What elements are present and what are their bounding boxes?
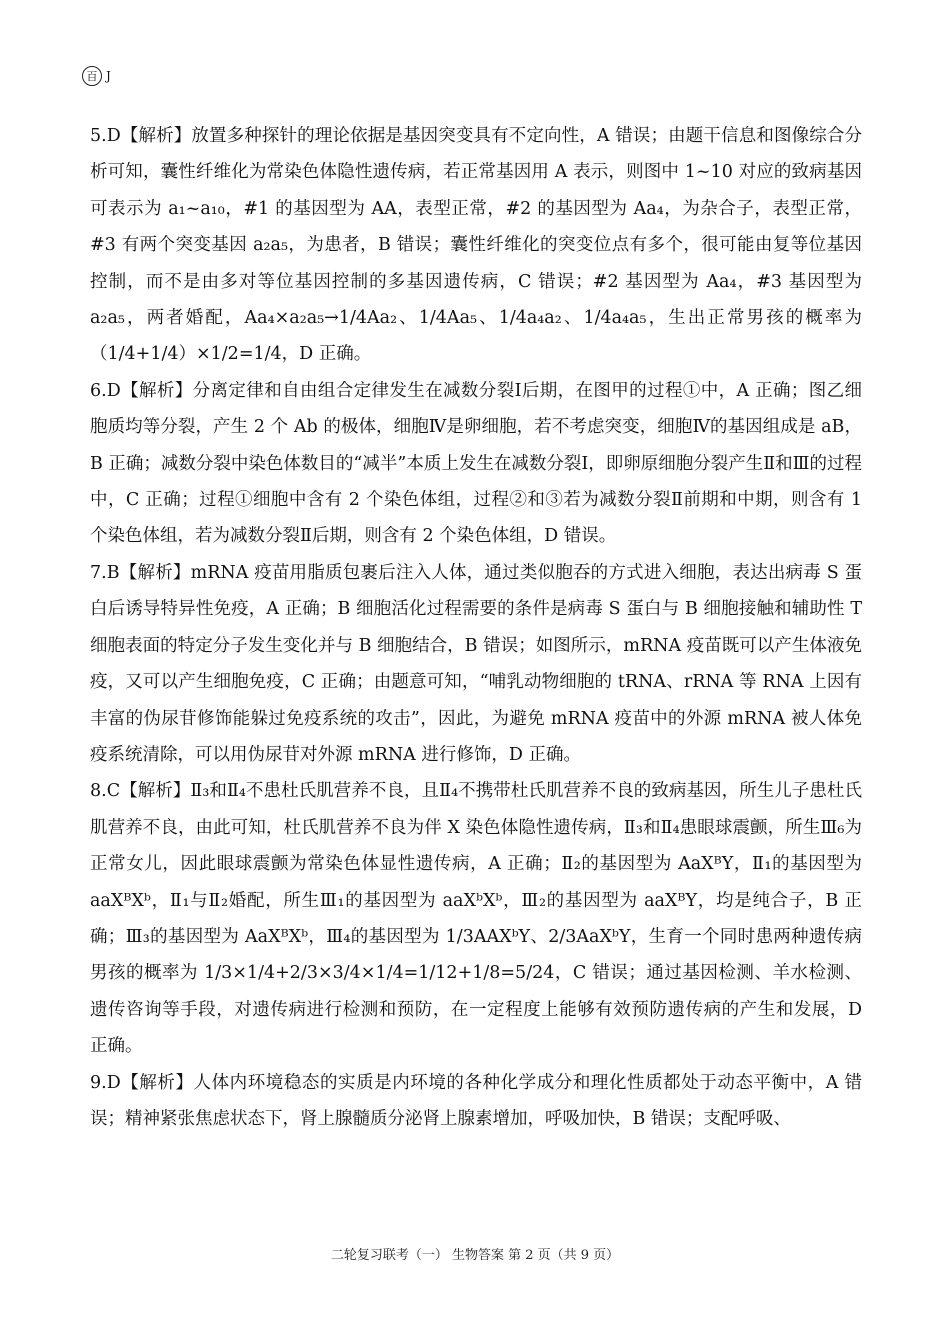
logo-suffix: J <box>106 69 111 83</box>
page-footer: 二轮复习联考（一） 生物答案 第 2 页（共 9 页） <box>330 1248 620 1263</box>
page-logo <box>82 66 111 86</box>
answer-paragraph-8: 8.C【解析】Ⅱ₃和Ⅱ₄不患杜氏肌营养不良，且Ⅱ₄不携带杜氏肌营养不良的致病基因，所生儿子患杜氏肌营养不良，由此可知，杜氏肌营养不良为伴 X 染色体隐性遗传病，Ⅱ₃和Ⅱ₄患眼球震颤，所生Ⅲ₆为正常女儿，因此眼球震颤为常染色体显性遗传病，A 正确；Ⅱ₂的基因型为 AaXᴮY，Ⅱ₁的基因型为 aaXᴮXᵇ，Ⅱ₁与Ⅱ₂婚配，所生Ⅲ₁的基因型为 aaXᵇXᵇ，Ⅲ₂的基因型为 aaXᴮY，均是纯合子，B 正确；Ⅲ₃的基因型为 AaXᴮXᵇ，Ⅲ₄的基因型为 1/3AAXᵇY、2/3AaXᵇY，生育一个同时患两种遗传病男孩的概率为 1/3×1/4+2/3×3/4×1/4=1/12+1/8=5/24，C 错误；通过基因检测、羊水检测、遗传咨询等手段，对遗传病进行检测和预防，在一定程度上能够有效预防遗传病的产生和发展，D 正确。 <box>90 781 862 1057</box>
answer-paragraph-5: 5.D【解析】放置多种探针的理论依据是基因突变具有不定向性，A 错误；由题干信息和图像综合分析可知，囊性纤维化为常染色体隐性遗传病，若正常基因用 A 表示，则图中 1~10 对应的致病基因可表示为 a₁~a₁₀，#1 的基因型为 AA，表型正常，#2 的基因型为 Aa₄，为杂合子，表型正常，#3 有两个突变基因 a₂a₅，为患者，B 错误；囊性纤维化的突变位点有多个，很可能由复等位基因控制，而不是由多对等位基因控制的多基因遗传病，C 错误；#2 基因型为 Aa₄，#3 基因型为 a₂a₅，两者婚配，Aa₄×a₂a₅→1/4Aa₂、1/4Aa₅、1/4a₄a₂、1/4a₄a₅，生出正常男孩的概率为（1/4+1/4）×1/2=1/4，D 正确。 <box>90 126 862 365</box>
answer-paragraph-7: 7.B【解析】mRNA 疫苗用脂质包裹后注入人体，通过类似胞吞的方式进入细胞，表达出病毒 S 蛋白后诱导特异性免疫，A 正确；B 细胞活化过程需要的条件是病毒 S 蛋白与 B 细胞接触和辅助性 T 细胞表面的特定分子发生变化并与 B 细胞结合，B 错误；如图所示，mRNA 疫苗既可以产生体液免疫，又可以产生细胞免疫，C 正确；由题意可知，“哺乳动物细胞的 tRNA、rRNA 等 RNA 上因有丰富的伪尿苷修饰能躲过免疫系统的攻击”，因此，为避免 mRNA 疫苗中的外源 mRNA 被人体免疫系统清除，可以用伪尿苷对外源 mRNA 进行修饰，D 正确。 <box>90 562 862 765</box>
answer-paragraph-9: 9.D【解析】人体内环境稳态的实质是内环境的各种化学成分和理化性质都处于动态平衡中，A 错误；精神紧张焦虑状态下，肾上腺髓质分泌肾上腺素增加，呼吸加快，B 错误；支配呼吸、 <box>90 1072 862 1129</box>
answer-content <box>90 118 862 1137</box>
answer-paragraph-6: 6.D【解析】分离定律和自由组合定律发生在减数分裂Ⅰ后期，在图甲的过程①中，A 正确；图乙细胞质均等分裂，产生 2 个 Ab 的极体，细胞Ⅳ是卵细胞，若不考虑突变，细胞Ⅳ的基因组成是 aB，B 正确；减数分裂中染色体数目的“减半”本质上发生在减数分裂Ⅰ，即卵原细胞分裂产生Ⅱ和Ⅲ的过程中，C 正确；过程①细胞中含有 2 个染色体组，过程②和③若为减数分裂Ⅱ前期和中期，则含有 1 个染色体组，若为减数分裂Ⅱ后期，则含有 2 个染色体组，D 错误。 <box>90 380 862 547</box>
logo-icon: 百 <box>82 66 102 86</box>
